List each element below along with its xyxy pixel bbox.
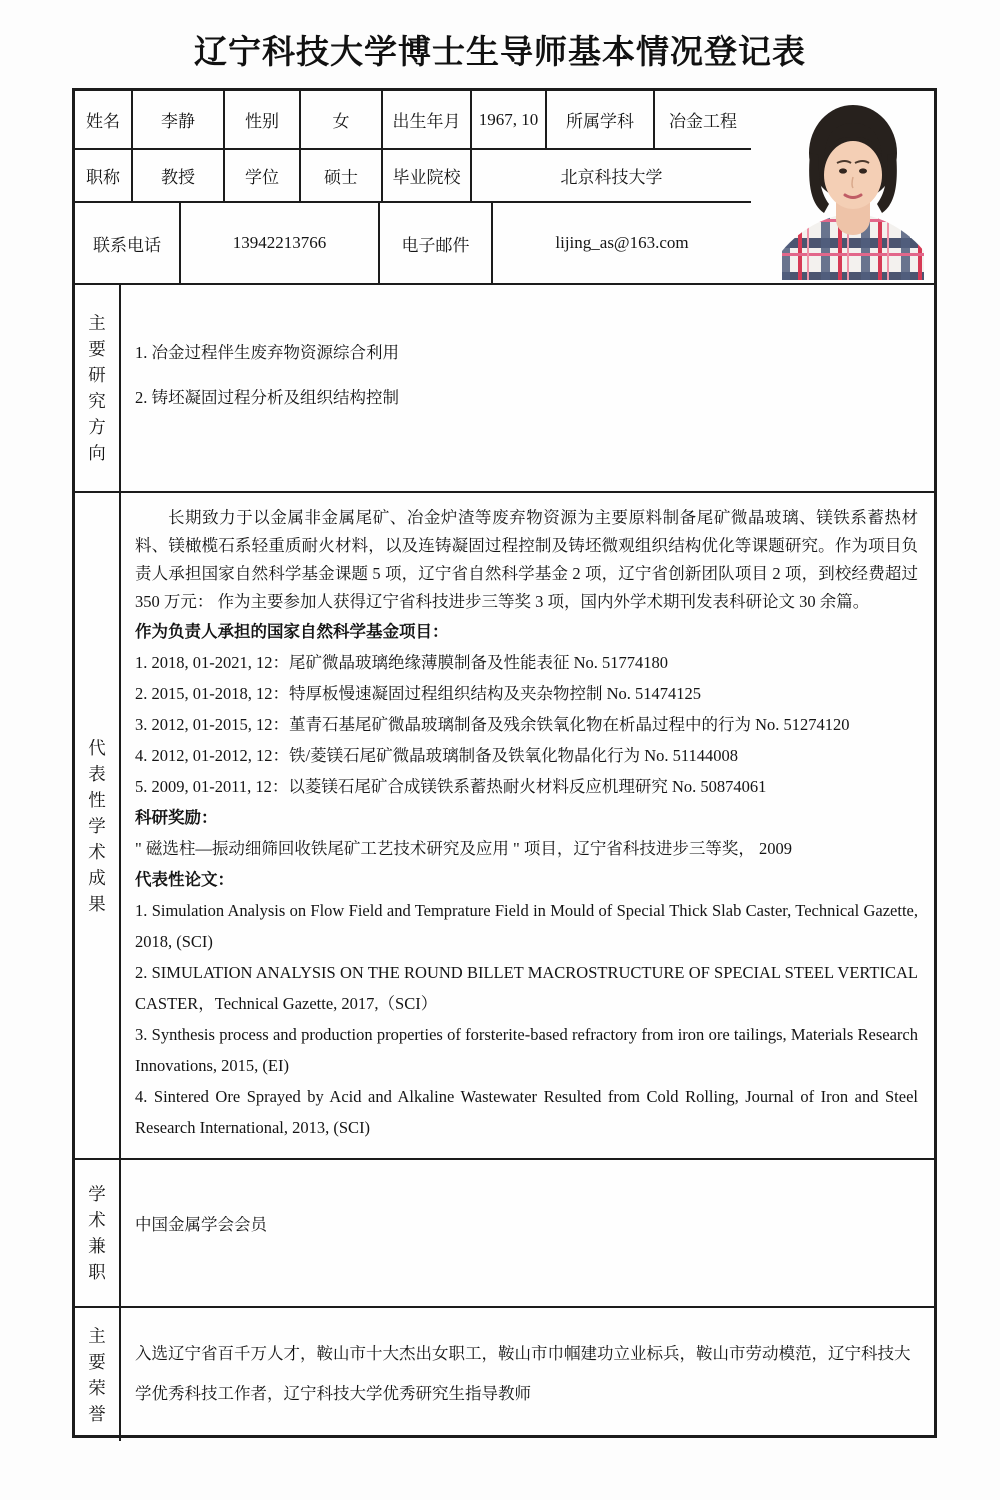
- award-line: " 磁选柱—振动细筛回收铁尾矿工艺技术研究及应用 " 项目，辽宁省科技进步三等奖， 2009: [135, 839, 792, 858]
- research-label: 主要研究方向: [88, 313, 106, 463]
- degree-label: 学位: [225, 150, 301, 203]
- discipline-label: 所属学科: [547, 91, 655, 150]
- name-label: 姓名: [75, 91, 133, 150]
- achievements-label-cell: [75, 493, 121, 1160]
- honors-label-cell: [75, 1308, 121, 1441]
- paper-item: 4. Sintered Ore Sprayed by Acid and Alkaline Wastewater Resulted from Cold Rolling, Journal of Iron and Steel Research International, 2013, (SCI): [135, 1087, 918, 1137]
- gender-label: 性别: [225, 91, 301, 150]
- email-value: lijing_as@163.com: [493, 203, 751, 285]
- phone-value: 13942213766: [181, 203, 380, 285]
- paper-item: 1. Simulation Analysis on Flow Field and Temprature Field in Mould of Special Thick Slab Caster, Technical Gazette, 2018, (SCI): [135, 901, 918, 951]
- section-honors: [75, 1308, 934, 1441]
- birth-value: 1967, 10: [472, 91, 547, 150]
- paper-item: 2. SIMULATION ANALYSIS ON THE ROUND BILLET MACROSTRUCTURE OF SPECIAL STEEL VERTICAL CASTER，Technical Gazette, 2017,（SCI）: [135, 963, 918, 1013]
- fund-item: 4. 2012, 01-2012, 12：铁/菱镁石尾矿微晶玻璃制备及铁氧化物晶化行为 No. 51144008: [135, 746, 739, 765]
- fund-item: 1. 2018, 01-2021, 12：尾矿微晶玻璃绝缘薄膜制备及性能表征 No. 51774180: [135, 653, 669, 672]
- section-research: [75, 285, 934, 493]
- birth-label: 出生年月: [383, 91, 472, 150]
- info-row-3: [75, 203, 751, 285]
- service-content: [121, 1160, 934, 1308]
- award-heading: 科研奖励：: [135, 808, 218, 827]
- achievements-content: [121, 493, 934, 1160]
- title-value: 教授: [133, 150, 225, 203]
- service-label: 学术兼职: [88, 1184, 106, 1282]
- papers-heading: 代表性论文：: [135, 870, 234, 889]
- achievements-intro: 长期致力于以金属非金属尾矿、冶金炉渣等废弃物资源为主要原料制备尾矿微晶玻璃、镁铁系蓄热材料、镁橄榄石系轻重质耐火材料，以及连铸凝固过程控制及铸坯微观组织结构优化等课题研究。作为项目负责人承担国家自然科学基金课题 5 项，辽宁省自然科学基金 2 项，辽宁省创新团队项目 2 项，到校经费超过 350 万元： 作为主要参加人获得辽宁省科技进步三等奖 3 项，国内外学术期刊发表科研论文 30 余篇。: [135, 508, 918, 611]
- fund-item: 5. 2009, 01-2011, 12：以菱镁石尾矿合成镁铁系蓄热耐火材料反应机理研究 No. 50874061: [135, 777, 767, 796]
- page-title: 辽宁科技大学博士生导师基本情况登记表: [194, 32, 806, 71]
- profile-photo: [774, 91, 932, 280]
- achievements-label: 代表性学术成果: [88, 737, 106, 914]
- form-table: [72, 88, 937, 1438]
- basic-info-block: [75, 91, 934, 285]
- info-row-2: [75, 150, 751, 203]
- fund-item: 3. 2012, 01-2015, 12：堇青石基尾矿微晶玻璃制备及残余铁氧化物在析晶过程中的行为 No. 51274120: [135, 715, 850, 734]
- gender-value: 女: [301, 91, 383, 150]
- fund-heading: 作为负责人承担的国家自然科学基金项目：: [135, 622, 449, 641]
- phone-label: 联系电话: [75, 203, 181, 285]
- email-label: 电子邮件: [380, 203, 493, 285]
- school-label: 毕业院校: [383, 150, 472, 203]
- info-row-1: [75, 91, 751, 150]
- title-label: 职称: [75, 150, 133, 203]
- service-label-cell: [75, 1160, 121, 1308]
- research-content: [121, 285, 934, 493]
- paper-item: 3. Synthesis process and production properties of forsterite-based refractory from iron ore tailings, Materials Research Innovations, 2015, (EI): [135, 1025, 918, 1075]
- research-line: 1. 冶金过程伴生废弃物资源综合利用: [135, 343, 399, 362]
- name-value: 李静: [133, 91, 225, 150]
- fund-item: 2. 2015, 01-2018, 12：特厚板慢速凝固过程组织结构及夹杂物控制 No. 51474125: [135, 684, 702, 703]
- honors-text: 入选辽宁省百千万人才，鞍山市十大杰出女职工，鞍山市巾帼建功立业标兵，鞍山市劳动模范，辽宁科技大学优秀科技工作者，辽宁科技大学优秀研究生指导教师: [135, 1344, 911, 1403]
- honors-label: 主要荣誉: [88, 1325, 106, 1424]
- honors-content: [121, 1308, 934, 1441]
- research-label-cell: [75, 285, 121, 493]
- service-text: 中国金属学会会员: [135, 1215, 267, 1234]
- school-value: 北京科技大学: [472, 150, 751, 203]
- basic-info-grid: [75, 91, 751, 285]
- photo-cell: [751, 91, 934, 285]
- degree-value: 硕士: [301, 150, 383, 203]
- section-service: [75, 1160, 934, 1308]
- research-line: 2. 铸坯凝固过程分析及组织结构控制: [135, 388, 399, 407]
- discipline-value: 冶金工程: [655, 91, 751, 150]
- section-achievements: [75, 493, 934, 1160]
